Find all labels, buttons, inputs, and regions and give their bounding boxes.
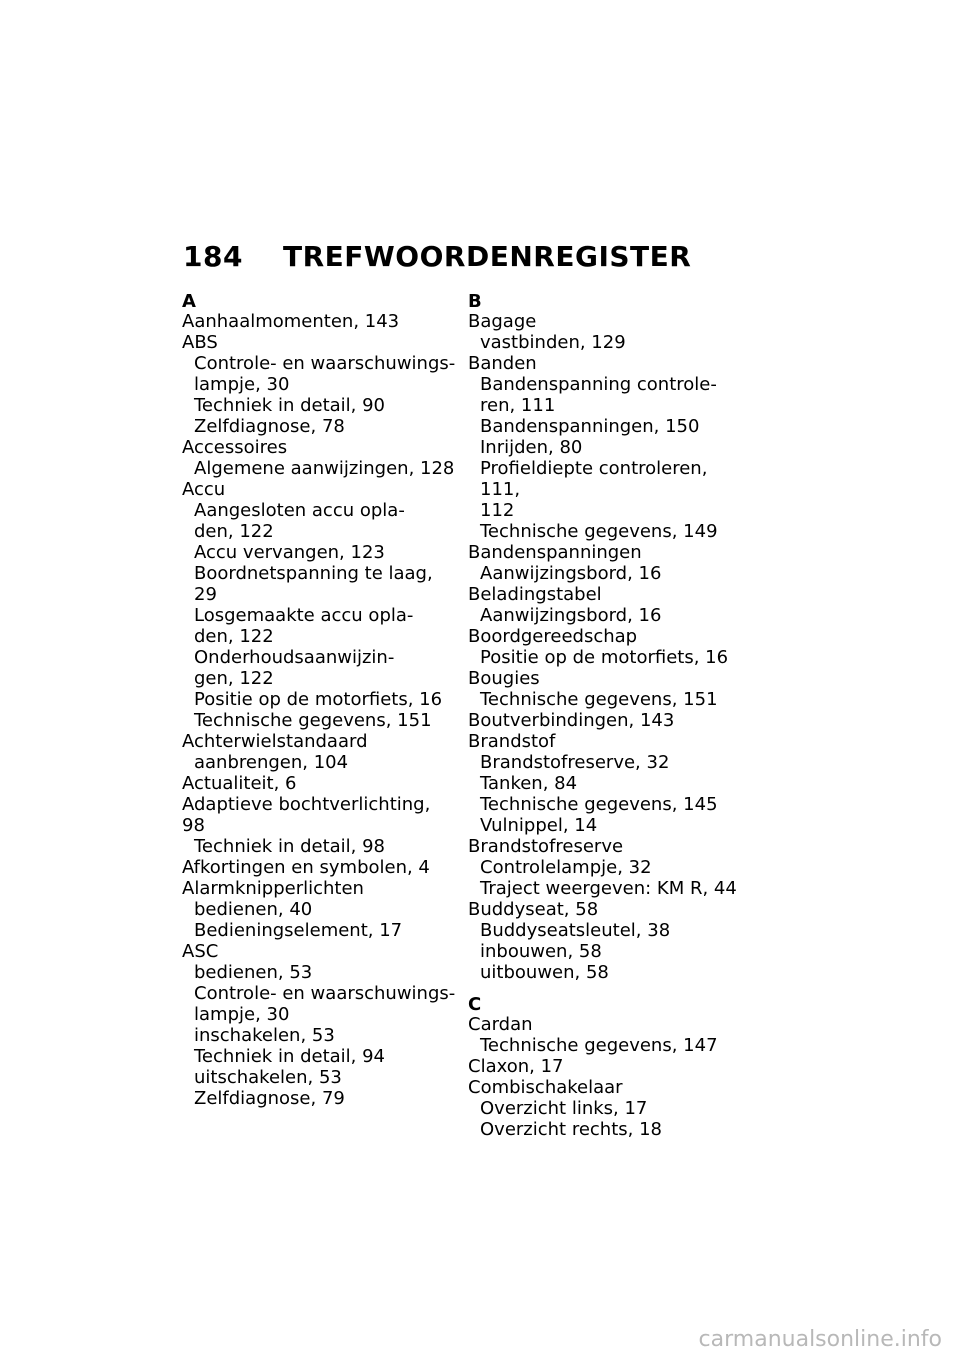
index-entry: [182, 857, 457, 878]
page-title: TREFWOORDENREGISTER: [283, 240, 692, 273]
index-subentry-line: Positie op de motorfiets, 16: [194, 689, 443, 710]
index-subentry: [468, 332, 743, 353]
index-subentry: [182, 920, 457, 941]
index-subentry-line: inbouwen, 58: [480, 941, 602, 962]
index-letter: C: [468, 994, 482, 1015]
index-subentry-line: Aanwijzingsbord, 16: [480, 605, 662, 626]
index-term: Boutverbindingen, 143: [468, 710, 675, 731]
index-subentry: [468, 374, 743, 416]
index-subentry-line: Controle- en waarschuwings-: [194, 983, 456, 1004]
index-subentry: [182, 563, 457, 605]
index-subentry-line: Algemene aanwijzingen, 128: [194, 458, 455, 479]
index-subentry: [468, 605, 743, 626]
index-subentry: [468, 962, 743, 983]
index-term: ABS: [182, 332, 218, 353]
index-subentry: [182, 962, 457, 983]
index-term: Afkortingen en symbolen, 4: [182, 857, 430, 878]
index-subentry-line: Accu vervangen, 123: [194, 542, 385, 563]
index-entry: [468, 626, 743, 668]
index-entry: [468, 584, 743, 626]
index-subentry: [182, 1025, 457, 1046]
index-subentry: [182, 1067, 457, 1088]
index-subentry-line: Losgemaakte accu opla-: [194, 605, 414, 626]
index-term: Alarmknipperlichten: [182, 878, 364, 899]
index-entry: [468, 542, 743, 584]
index-subentry: [468, 1119, 743, 1140]
index-entry: [468, 836, 743, 899]
index-entry: [468, 710, 743, 731]
index-subentry-line: Zelfdiagnose, 79: [194, 1088, 345, 1109]
index-term: Beladingstabel: [468, 584, 602, 605]
index-subentry: [468, 647, 743, 668]
index-subentry: [182, 983, 457, 1025]
page-header: [183, 240, 691, 273]
index-subentry-line: ren, 111: [480, 395, 556, 416]
index-subentry: [468, 752, 743, 773]
index-entry: [468, 1077, 743, 1140]
index-subentry: [468, 941, 743, 962]
index-term: Cardan: [468, 1014, 533, 1035]
index-entry: [468, 311, 743, 353]
index-subentry-line: gen, 122: [194, 668, 274, 689]
index-subentry: [468, 416, 743, 437]
index-entry: [468, 731, 743, 836]
index-entry: [468, 1014, 743, 1056]
index-subentry: [182, 647, 457, 689]
index-subentry-line: Positie op de motorfiets, 16: [480, 647, 729, 668]
index-entry: [182, 731, 457, 773]
index-subentry-line: uitschakelen, 53: [194, 1067, 342, 1088]
index-subentry-line: Overzicht rechts, 18: [480, 1119, 662, 1140]
index-subentry-line: bedienen, 40: [194, 899, 313, 920]
index-subentry: [468, 689, 743, 710]
index-subentry: [468, 1098, 743, 1119]
index-subentry-line: Vulnippel, 14: [480, 815, 598, 836]
index-term: Brandstofreserve: [468, 836, 624, 857]
index-subentry-line: bedienen, 53: [194, 962, 313, 983]
page-number: 184: [183, 240, 243, 273]
index-subentry-line: Boordnetspanning te laag, 29: [194, 563, 433, 605]
index-subentry-line: Traject weergeven: KM R, 44: [480, 878, 737, 899]
index-subentry-line: vastbinden, 129: [480, 332, 626, 353]
index-subentry-line: lampje, 30: [194, 374, 290, 395]
index-entry: [468, 353, 743, 542]
index-subentry-line: Techniek in detail, 94: [194, 1046, 386, 1067]
index-subentry: [182, 1046, 457, 1067]
index-subentry: [182, 395, 457, 416]
index-subentry-line: Technische gegevens, 145: [480, 794, 718, 815]
index-subentry-line: den, 122: [194, 521, 274, 542]
index-subentry-line: Technische gegevens, 149: [480, 521, 718, 542]
index-entry: [182, 479, 457, 731]
index-subentry-line: lampje, 30: [194, 1004, 290, 1025]
index-term: Aanhaalmomenten, 143: [182, 311, 400, 332]
index-subentry: [182, 689, 457, 710]
index-term: Bougies: [468, 668, 540, 689]
index-subentry-line: Buddyseatsleutel, 38: [480, 920, 671, 941]
index-subentry: [182, 458, 457, 479]
index-subentry-line: Techniek in detail, 98: [194, 836, 386, 857]
index-term: Achterwielstandaard: [182, 731, 368, 752]
index-term: Bandenspanningen: [468, 542, 642, 563]
index-subentry: [468, 1035, 743, 1056]
index-subentry: [468, 563, 743, 584]
index-subentry-line: Brandstofreserve, 32: [480, 752, 670, 773]
index-subentry-line: Overzicht links, 17: [480, 1098, 648, 1119]
index-term: Banden: [468, 353, 537, 374]
index-entry: [182, 878, 457, 941]
watermark: carmanualsonline.info: [698, 1327, 942, 1352]
index-subentry-line: Technische gegevens, 151: [194, 710, 432, 731]
index-subentry: [468, 920, 743, 941]
index-subentry: [182, 710, 457, 731]
index-entry: [468, 668, 743, 710]
index-subentry: [182, 752, 457, 773]
index-subentry: [468, 458, 743, 521]
index-entry: [468, 1056, 743, 1077]
index-subentry-line: Bandenspanning controle-: [480, 374, 717, 395]
index-subentry: [182, 353, 457, 395]
index-subentry: [182, 1088, 457, 1109]
index-subentry-line: Technische gegevens, 147: [480, 1035, 718, 1056]
index-entry: [182, 941, 457, 1109]
index-entry: [182, 794, 457, 857]
index-subentry: [182, 899, 457, 920]
index-subentry-line: aanbrengen, 104: [194, 752, 349, 773]
index-entry: [468, 899, 743, 983]
index-subentry-line: Bandenspanningen, 150: [480, 416, 700, 437]
index-subentry-line: Controle- en waarschuwings-: [194, 353, 456, 374]
index-subentry-line: Inrijden, 80: [480, 437, 583, 458]
index-subentry: [182, 836, 457, 857]
index-subentry: [182, 542, 457, 563]
index-entry: [182, 311, 457, 332]
index-term: Combischakelaar: [468, 1077, 623, 1098]
index-letter: B: [468, 291, 482, 312]
index-subentry: [182, 500, 457, 542]
index-column-right: [468, 292, 743, 1140]
index-subentry-line: Profieldiepte controleren, 111,: [480, 458, 708, 500]
index-term: ASC: [182, 941, 219, 962]
index-term: Brandstof: [468, 731, 556, 752]
index-subentry-line: Controlelampje, 32: [480, 857, 652, 878]
index-term: Adaptieve bochtverlichting, 98: [182, 794, 431, 836]
index-letter: A: [182, 291, 196, 312]
index-subentry: [468, 437, 743, 458]
index-subentry-line: 112: [480, 500, 515, 521]
index-subentry: [182, 416, 457, 437]
index-subentry-line: uitbouwen, 58: [480, 962, 609, 983]
index-entry: [182, 332, 457, 437]
index-term: Buddyseat, 58: [468, 899, 599, 920]
index-subentry-line: Bedieningselement, 17: [194, 920, 403, 941]
index-subentry-line: Aanwijzingsbord, 16: [480, 563, 662, 584]
index-subentry: [468, 521, 743, 542]
index-subentry: [468, 773, 743, 794]
index-term: Accessoires: [182, 437, 288, 458]
index-term: Bagage: [468, 311, 537, 332]
index-term: Boordgereedschap: [468, 626, 638, 647]
index-subentry-line: den, 122: [194, 626, 274, 647]
index-subentry-line: Technische gegevens, 151: [480, 689, 718, 710]
index-entry: [182, 773, 457, 794]
index-column-left: [182, 292, 457, 1109]
index-subentry-line: Techniek in detail, 90: [194, 395, 386, 416]
index-subentry: [468, 878, 743, 899]
index-entry: [182, 437, 457, 479]
index-subentry-line: Zelfdiagnose, 78: [194, 416, 345, 437]
index-subentry: [468, 815, 743, 836]
index-subentry: [468, 857, 743, 878]
index-subentry-line: Aangesloten accu opla-: [194, 500, 405, 521]
index-subentry-line: Tanken, 84: [480, 773, 578, 794]
index-term: Accu: [182, 479, 226, 500]
index-subentry: [182, 605, 457, 647]
index-subentry-line: inschakelen, 53: [194, 1025, 335, 1046]
index-subentry: [468, 794, 743, 815]
index-subentry-line: Onderhoudsaanwijzin-: [194, 647, 395, 668]
index-term: Actualiteit, 6: [182, 773, 297, 794]
index-term: Claxon, 17: [468, 1056, 564, 1077]
